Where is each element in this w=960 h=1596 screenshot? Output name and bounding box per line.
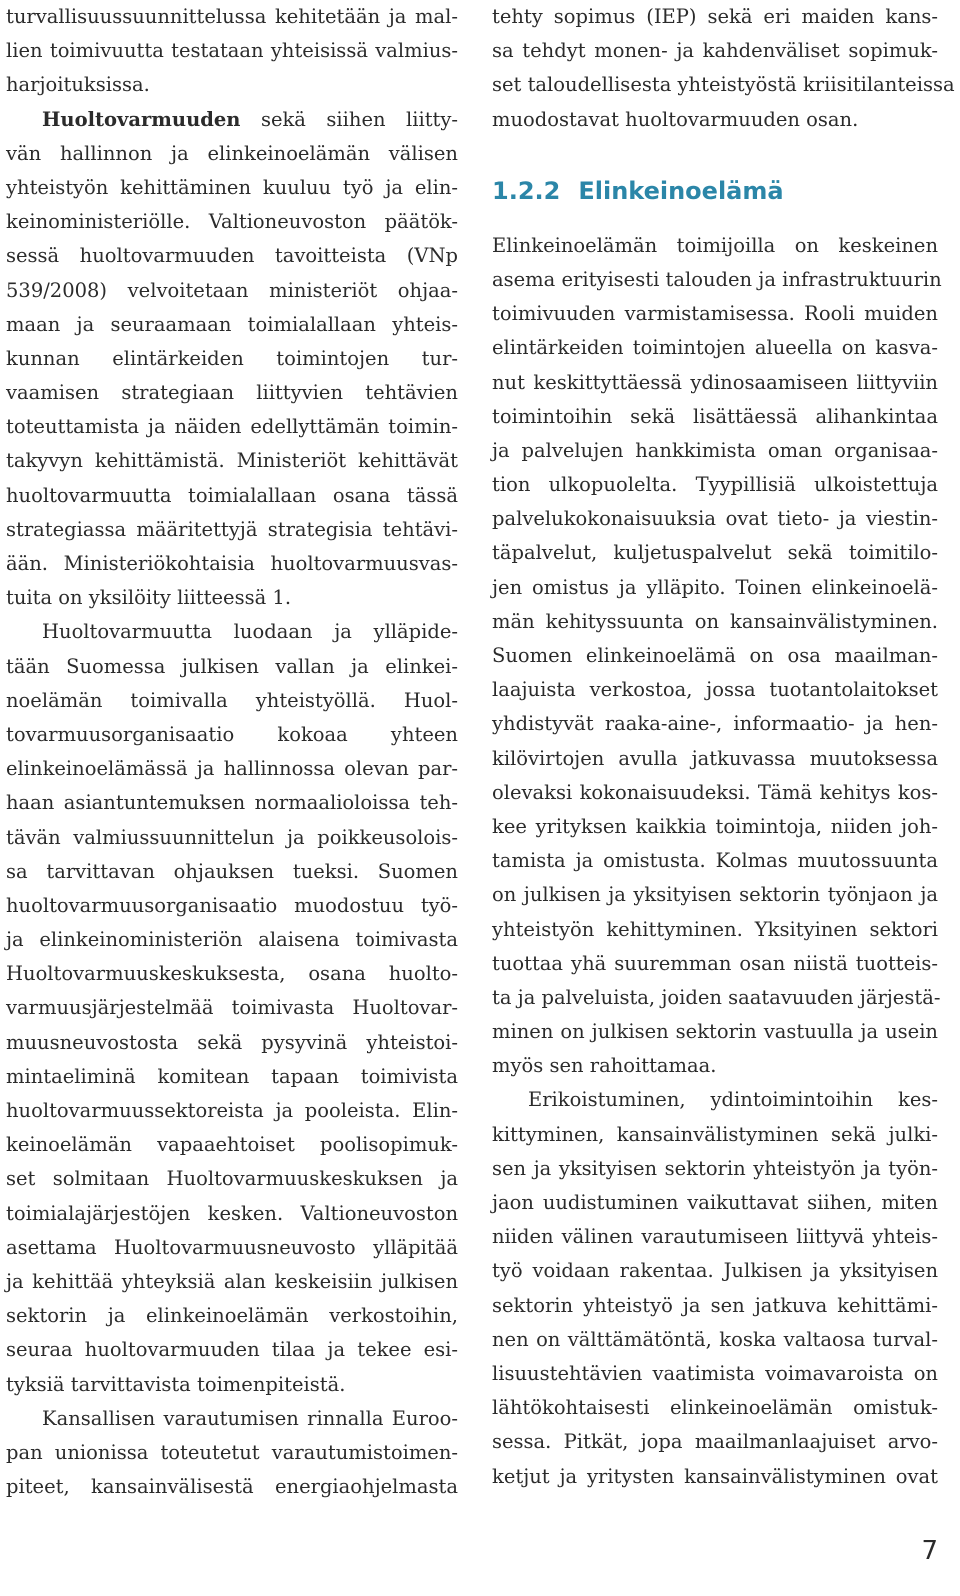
- text-line: sessa. Pitkät, jopa maailmanlaajuiset arvo-: [492, 1430, 938, 1454]
- text-line: vaamisen strategiaan liittyvien tehtävien: [6, 381, 458, 405]
- text-line: yhteistyön kehittäminen kuuluu työ ja elin-: [6, 175, 458, 199]
- text-line: lähtökohtaisesti elinkeinoelämän omistuk-: [492, 1396, 938, 1420]
- text-line: ja kehittää yhteyksiä alan keskeisiin julkisen: [6, 1269, 458, 1293]
- text-line: män kehityssuunta on kansainvälistyminen.: [492, 609, 938, 633]
- text-line: Suomen elinkeinoelämä on osa maailman-: [492, 644, 938, 667]
- text-line: tamista ja omistusta. Kolmas muutossuunta: [492, 849, 938, 873]
- text-line: keinoministeriölle. Valtioneuvoston päätök-: [6, 210, 458, 234]
- paragraph: [492, 1083, 938, 1493]
- text-line: lien toimivuutta testataan yhteisissä valmius-: [6, 39, 458, 63]
- text-line: kunnan elintärkeiden toimintojen tur-: [6, 346, 458, 370]
- text-line: olevaksi kokonaisuudeksi. Tämä kehitys kos-: [492, 780, 938, 804]
- page-number: 7: [921, 1536, 938, 1566]
- text-line: haan asiantuntemuksen normaalioloissa teh-: [6, 791, 458, 815]
- text-line: lisuustehtävien vaatimista voimavaroista on: [492, 1361, 938, 1385]
- text-line: Huoltovarmuutta luodaan ja ylläpide-: [42, 620, 458, 644]
- text-line: Elinkeinoelämän toimijoilla on keskeinen: [492, 233, 938, 257]
- text-line: tävän valmiussuunnittelun ja poikkeusolois-: [6, 825, 458, 849]
- text-line: harjoituksissa.: [6, 73, 150, 97]
- text-line: huoltovarmuutta toimialallaan osana tässä: [6, 483, 458, 507]
- text-line: muusneuvostosta sekä pysyvinä yhteistoi-: [6, 1030, 458, 1054]
- text-line: kittyminen, kansainvälistyminen sekä julki-: [492, 1122, 938, 1146]
- text-line: piteet, kansainvälisestä energiaohjelmasta: [6, 1475, 458, 1499]
- text-line: 539/2008) velvoitetaan ministeriöt ohjaa-: [6, 278, 458, 302]
- text-line: ketjut ja yritysten kansainvälistyminen ovat: [492, 1464, 938, 1488]
- text-line: on julkisen ja yksityisen sektorin työnjaon ja: [492, 883, 938, 907]
- text-line: ta ja palveluista, joiden saatavuuden järjestä-: [492, 985, 941, 1009]
- paragraph: [6, 103, 458, 616]
- paragraph: [6, 0, 458, 103]
- text-line: varmuusjärjestelmää toimivasta Huoltovar-: [6, 996, 458, 1020]
- text-line: sa tehdyt monen- ja kahdenväliset sopimuk-: [492, 39, 938, 63]
- text-line: turvallisuussuunnittelussa kehitetään ja mal-: [6, 5, 458, 28]
- text-line: minen on julkisen sektorin vastuulla ja usein: [492, 1020, 938, 1044]
- text-line: huoltovarmuusorganisaatio muodostuu työ-: [6, 893, 458, 917]
- text-line: strategiassa määritettyjä strategisia tehtävi-: [6, 517, 458, 541]
- text-line: muodostavat huoltovarmuuden osan.: [492, 107, 859, 131]
- text-line: tion ulkopuolelta. Tyypillisiä ulkoistettuja: [492, 473, 938, 497]
- text-line: asettama Huoltovarmuusneuvosto ylläpitää: [6, 1235, 458, 1259]
- text-line: sen ja yksityisen sektorin yhteistyön ja työn-: [492, 1156, 938, 1180]
- paragraph: [492, 229, 942, 1084]
- left-column: [6, 0, 458, 1504]
- section-heading: [492, 169, 938, 213]
- right-column: [492, 0, 955, 1494]
- text-line: mintaeliminä komitean tapaan toimivista: [6, 1064, 458, 1088]
- text-line: vän hallinnon ja elinkeinoelämän välisen: [6, 141, 458, 165]
- text-line: tuottaa yhä suuremman osan niistä tuotteis-: [492, 951, 938, 975]
- text-line: nen on välttämätöntä, koska valtaosa turval-: [492, 1327, 938, 1351]
- text-line: pan unionissa toteutetut varautumistoimen-: [6, 1440, 458, 1464]
- paragraph: [6, 1402, 458, 1505]
- text-line: jaon uudistuminen vaikuttavat siihen, miten: [492, 1191, 938, 1214]
- text-line: keinoelämän vapaaehtoiset poolisopimuk-: [6, 1133, 458, 1157]
- text-line: sa tarvittavan ohjauksen tueksi. Suomen: [6, 859, 458, 883]
- text-line: ään. Ministeriökohtaisia huoltovarmuusvas-: [6, 552, 458, 575]
- text-line: tään Suomessa julkisen vallan ja elinkei-: [6, 654, 458, 678]
- text-line: myös sen rahoittamaa.: [492, 1054, 717, 1078]
- text-line: set solmitaan Huoltovarmuuskeskuksen ja: [6, 1167, 458, 1191]
- text-line: toteuttamista ja näiden edellyttämän toimin-: [6, 415, 458, 439]
- text-line: sektorin ja elinkeinoelämän verkostoihin,: [6, 1304, 458, 1328]
- text-line: toimintoihin sekä lisättäessä alihankintaa: [492, 404, 938, 428]
- text-line: kee yrityksen kaikkia toimintoja, niiden joh-: [492, 814, 938, 838]
- text-line: täpalvelut, kuljetuspalvelut sekä toimitilo-: [492, 541, 938, 565]
- paragraph: [492, 0, 955, 137]
- text-line: kilövirtojen avulla jatkuvassa muutoksessa: [492, 746, 938, 770]
- text-line: toimialajärjestöjen kesken. Valtioneuvoston: [6, 1201, 458, 1225]
- text-line: palvelukokonaisuuksia ovat tieto- ja viestin-: [492, 507, 938, 531]
- text-line: [6, 103, 458, 137]
- text-line: maan ja seuraamaan toimialallaan yhteis-: [6, 312, 458, 336]
- text-line: työ voidaan rakentaa. Julkisen ja yksityisen: [492, 1259, 938, 1283]
- text-line: takyvyn kehittämistä. Ministeriöt kehittävät: [6, 449, 458, 473]
- text-line: elintärkeiden toimintojen alueella on kasva-: [492, 336, 938, 360]
- bold-term: Huoltovarmuuden: [42, 107, 241, 131]
- text-line: tuita on yksilöity liitteessä 1.: [6, 586, 292, 610]
- text-line: asema erityisesti talouden ja infrastruktuurin: [492, 267, 942, 291]
- text-line: jen omistus ja ylläpito. Toinen elinkeinoelä-: [492, 575, 938, 599]
- text-fragment: sekä siihen liitty-: [240, 107, 458, 131]
- text-line: laajuista verkostoa, jossa tuotantolaitokset: [492, 678, 938, 702]
- text-line: Huoltovarmuuskeskuksesta, osana huolto-: [6, 962, 458, 986]
- text-line: Erikoistuminen, ydintoimintoihin kes-: [528, 1088, 938, 1112]
- text-line: ja elinkeinoministeriön alaisena toimivasta: [6, 928, 458, 952]
- text-line: tehty sopimus (IEP) sekä eri maiden kans-: [492, 5, 938, 28]
- text-line: niiden välinen varautumiseen liittyvä yhteis-: [492, 1225, 938, 1249]
- text-line: Kansallisen varautumisen rinnalla Euroo-: [42, 1406, 458, 1430]
- text-line: toimivuuden varmistamisessa. Rooli muiden: [492, 302, 938, 326]
- text-line: tyksiä tarvittavista toimenpiteistä.: [6, 1372, 346, 1396]
- text-line: noelämän toimivalla yhteistyöllä. Huol-: [6, 688, 458, 712]
- section-title: Elinkeinoelämä: [578, 176, 784, 205]
- text-line: yhteistyön kehittyminen. Yksityinen sektori: [492, 917, 938, 941]
- text-line: set taloudellisesta yhteistyöstä kriisitilanteissa: [492, 73, 955, 97]
- text-line: sektorin yhteistyö ja sen jatkuva kehittämi-: [492, 1293, 938, 1317]
- text-line: nut keskittyttäessä ydinosaamiseen liittyviin: [492, 370, 938, 394]
- text-line: ja palvelujen hankkimista oman organisaa-: [492, 438, 938, 462]
- text-line: yhdistyvät raaka-aine-, informaatio- ja hen-: [492, 712, 938, 736]
- text-line: sessä huoltovarmuuden tavoitteista (VNp: [6, 244, 458, 268]
- text-line: huoltovarmuussektoreista ja pooleista. Elin-: [6, 1099, 458, 1122]
- text-line: elinkeinoelämässä ja hallinnossa olevan par-: [6, 757, 458, 781]
- paragraph: [6, 615, 458, 1401]
- text-line: seuraa huoltovarmuuden tilaa ja tekee esi-: [6, 1338, 458, 1362]
- section-number: 1.2.2: [492, 176, 561, 205]
- text-line: tovarmuusorganisaatio kokoaa yhteen: [6, 722, 458, 746]
